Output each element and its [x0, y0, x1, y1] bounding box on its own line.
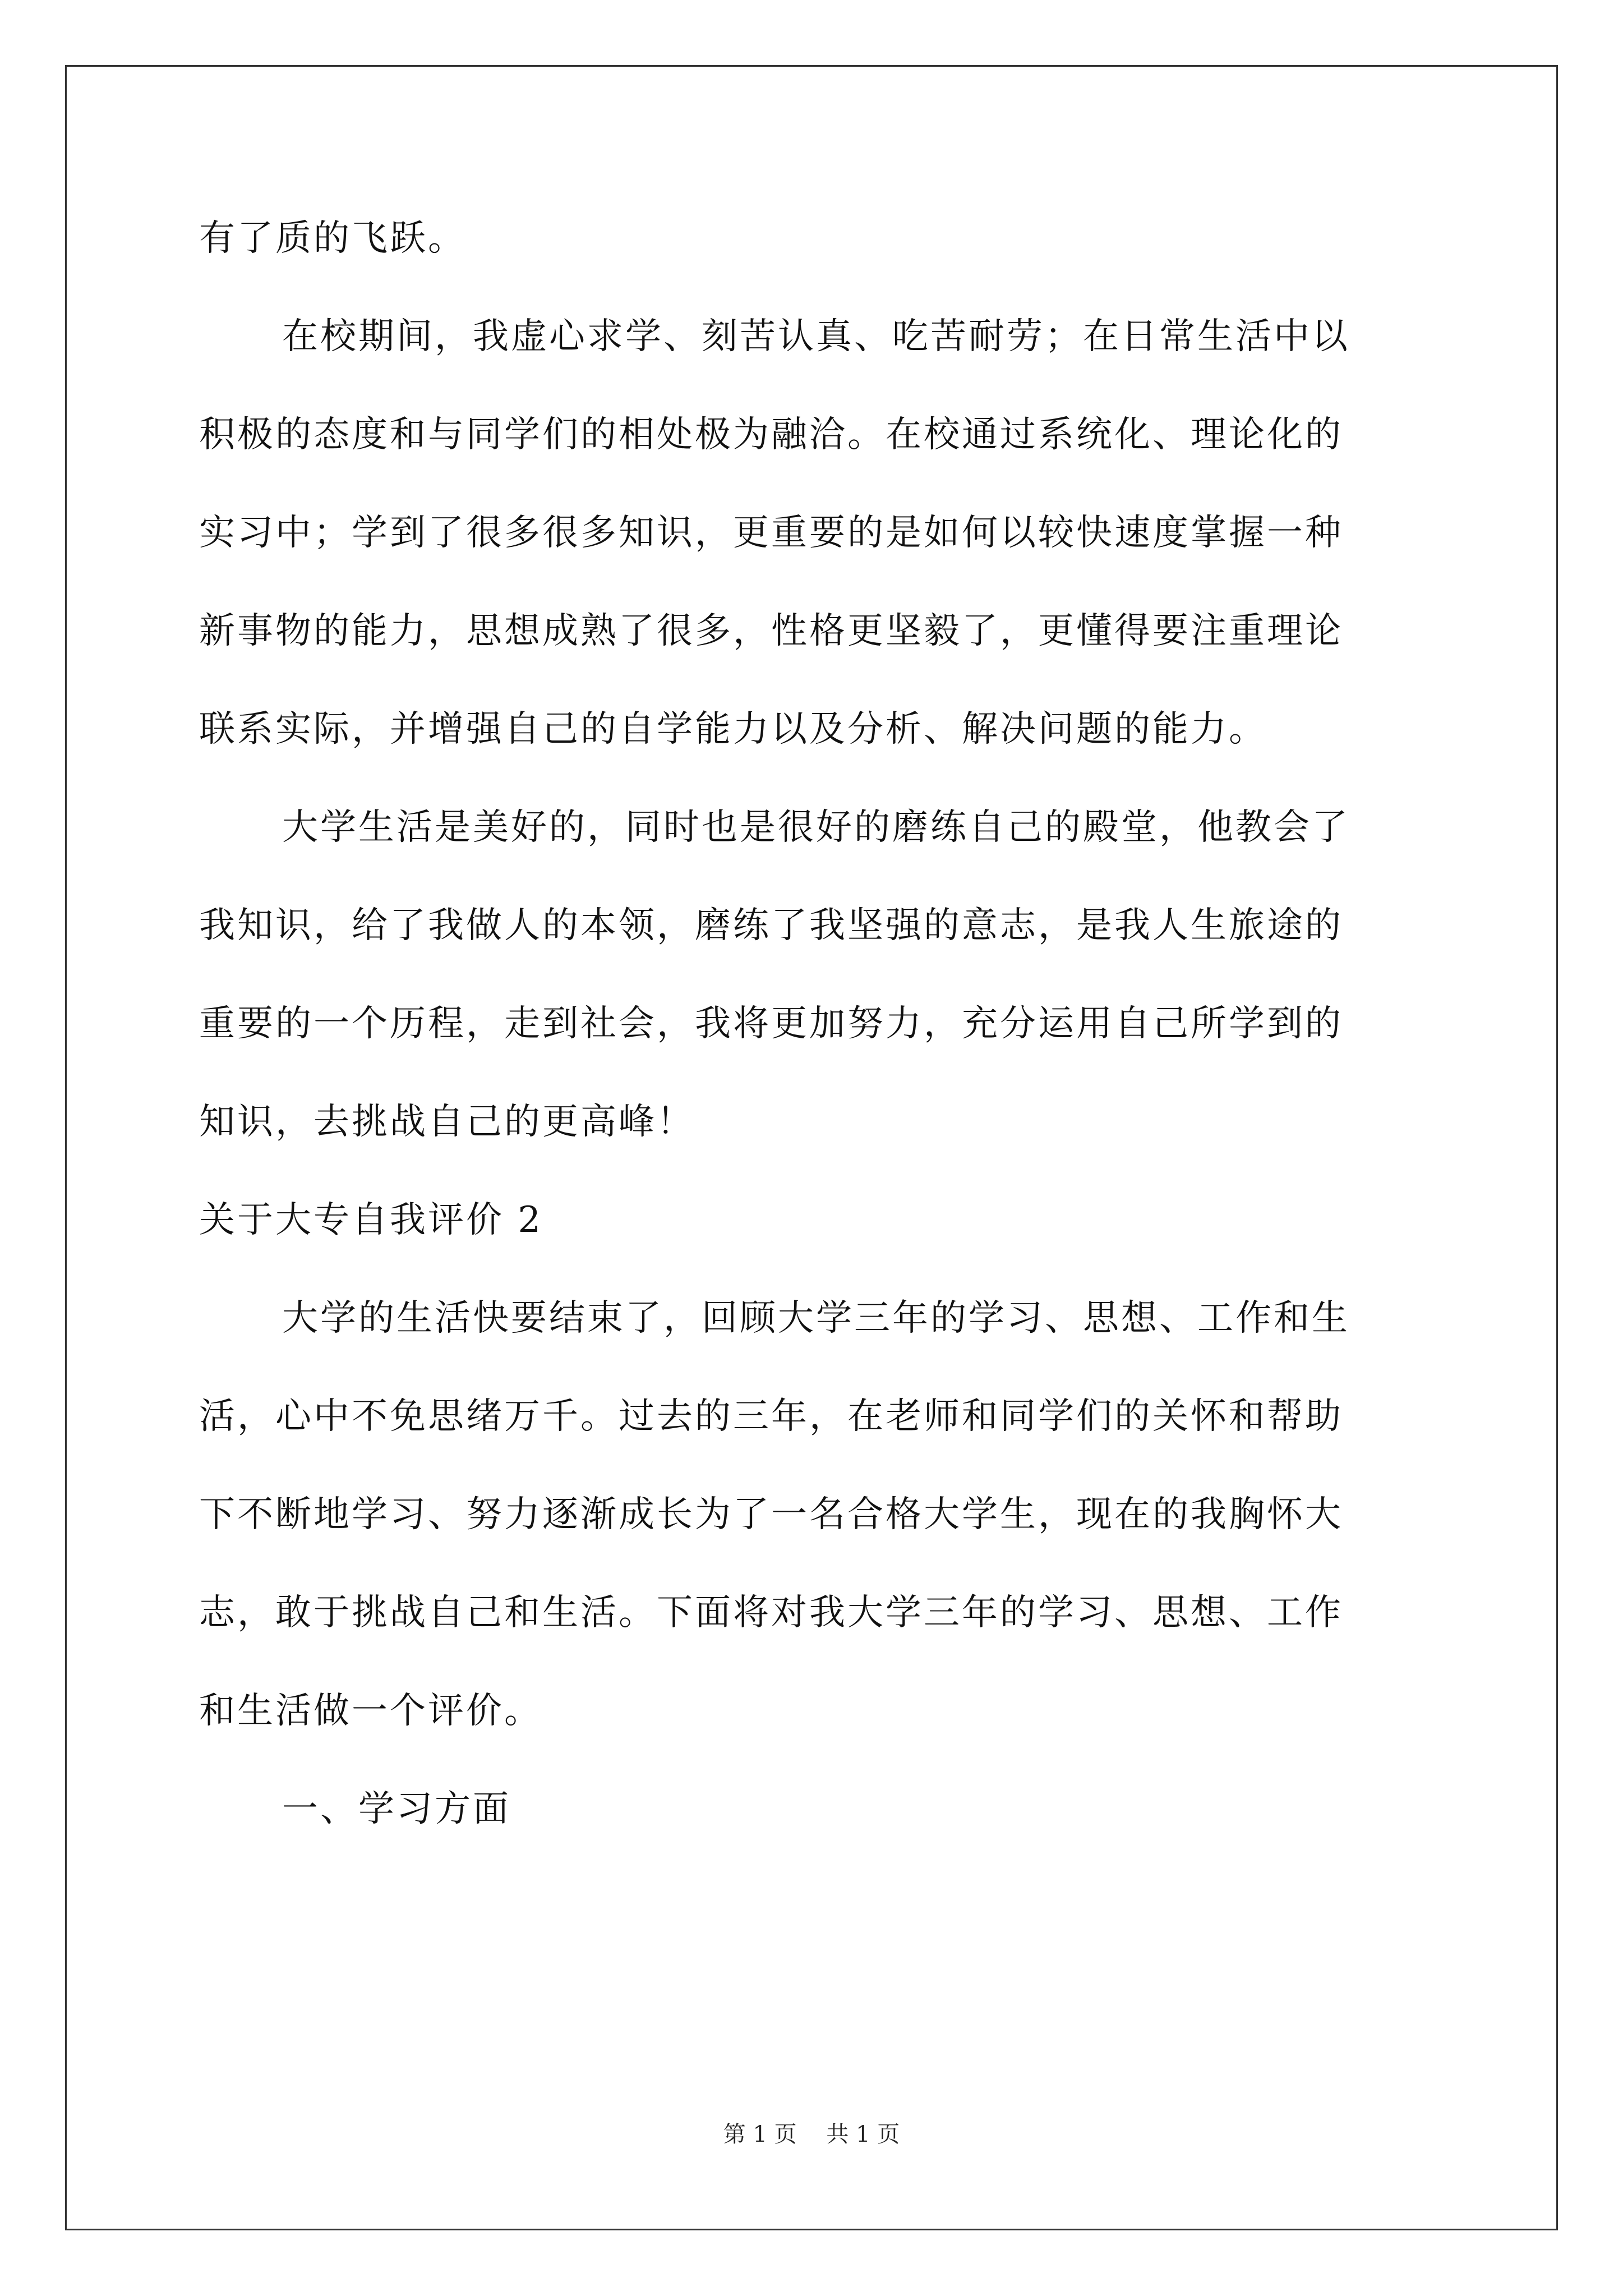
page-footer	[0, 2120, 1623, 2148]
text-line: 大学的生活快要结束了，回顾大学三年的学习、思想、工作和生	[282, 1297, 1350, 1339]
text-line: 志，敢于挑战自己和生活。下面将对我大学三年的学习、思想、工作	[199, 1592, 1343, 1634]
text-line: 我知识，给了我做人的本领，磨练了我坚强的意志，是我人生旅途的	[199, 905, 1343, 946]
subsection-heading: 一、学习方面	[282, 1788, 511, 1830]
text-line: 知识，去挑战自己的更高峰！	[199, 1101, 695, 1143]
text-line: 下不断地学习、努力逐渐成长为了一名合格大学生，现在的我胸怀大	[199, 1494, 1343, 1535]
section-heading: 关于大专自我评价 2	[199, 1199, 543, 1241]
text-line: 联系实际，并增强自己的自学能力以及分析、解决问题的能力。	[199, 708, 1267, 750]
text-line: 新事物的能力，思想成熟了很多，性格更坚毅了，更懂得要注重理论	[199, 610, 1343, 652]
page-border	[65, 65, 1558, 2230]
text-line: 和生活做一个评价。	[199, 1690, 542, 1732]
text-line: 重要的一个历程，走到社会，我将更加努力，充分运用自己所学到的	[199, 1003, 1343, 1045]
text-line: 有了质的飞跃。	[199, 218, 466, 259]
page-total: 共 1 页	[826, 2122, 900, 2147]
text-line: 积极的态度和与同学们的相处极为融洽。在校通过系统化、理论化的	[199, 414, 1343, 455]
text-line: 大学生活是美好的，同时也是很好的磨练自己的殿堂，他教会了	[282, 807, 1350, 848]
page-number: 第 1 页	[723, 2122, 797, 2147]
text-line: 在校期间，我虚心求学、刻苦认真、吃苦耐劳；在日常生活中以	[282, 316, 1350, 357]
text-line: 活，心中不免思绪万千。过去的三年，在老师和同学们的关怀和帮助	[199, 1396, 1343, 1437]
text-line: 实习中；学到了很多很多知识，更重要的是如何以较快速度掌握一种	[199, 512, 1343, 554]
